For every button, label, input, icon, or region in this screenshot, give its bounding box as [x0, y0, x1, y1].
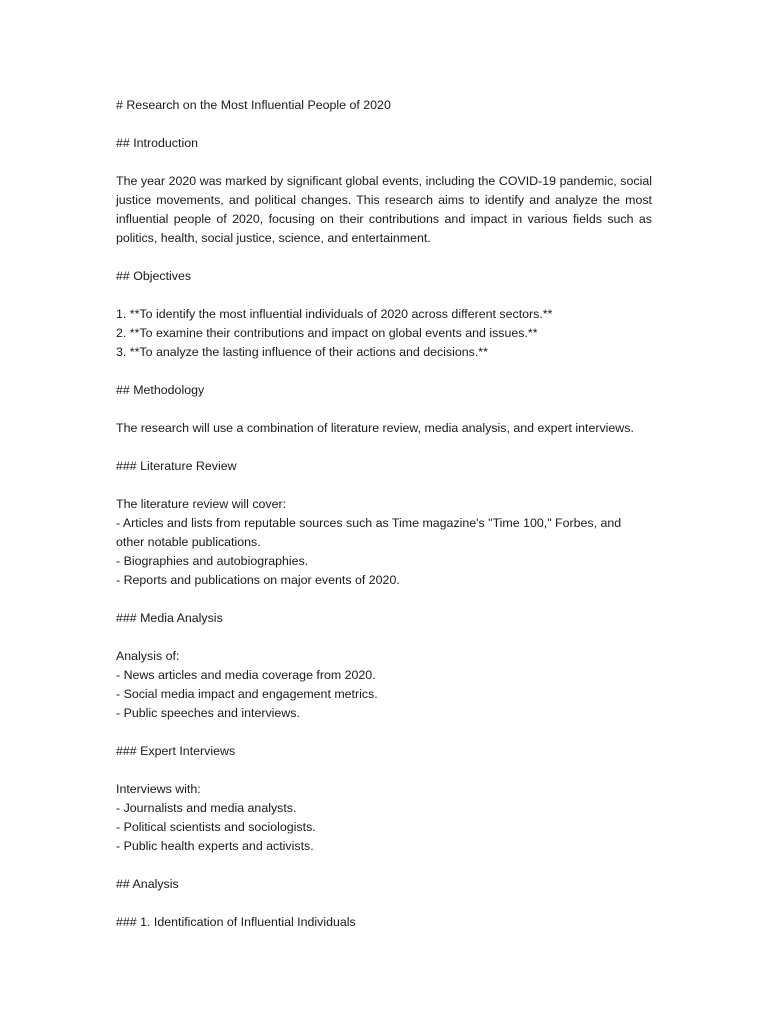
expert-interviews-item: - Political scientists and sociologists. [116, 820, 316, 834]
objective-item: 1. **To identify the most influential individuals of 2020 across different sectors.** [116, 307, 553, 321]
media-analysis-item: - Social media impact and engagement metrics. [116, 687, 378, 701]
spacer [116, 590, 652, 609]
media-analysis-item: - News articles and media coverage from 2020. [116, 668, 376, 682]
spacer [116, 115, 652, 134]
spacer [116, 153, 652, 172]
spacer [116, 894, 652, 913]
expert-interviews-intro: Interviews with: [116, 782, 201, 796]
methodology-paragraph: The research will use a combination of literature review, media analysis, and expert interviews. [116, 421, 634, 435]
spacer [116, 362, 652, 381]
expert-interviews-heading: ### Expert Interviews [116, 744, 236, 758]
spacer [116, 248, 652, 267]
spacer [116, 628, 652, 647]
literature-review-item: - Reports and publications on major events of 2020. [116, 573, 400, 587]
spacer [116, 723, 652, 742]
spacer [116, 286, 652, 305]
document-page [116, 96, 652, 932]
spacer [116, 476, 652, 495]
introduction-heading: ## Introduction [116, 136, 198, 150]
analysis-subheading: ### 1. Identification of Influential Individuals [116, 915, 356, 929]
expert-interviews-item: - Public health experts and activists. [116, 839, 314, 853]
expert-interviews-item: - Journalists and media analysts. [116, 801, 297, 815]
spacer [116, 400, 652, 419]
objectives-heading: ## Objectives [116, 269, 192, 283]
literature-review-item: - Biographies and autobiographies. [116, 554, 309, 568]
spacer [116, 761, 652, 780]
objective-item: 2. **To examine their contributions and impact on global events and issues.** [116, 326, 538, 340]
objective-item: 3. **To analyze the lasting influence of their actions and decisions.** [116, 345, 488, 359]
document-title: # Research on the Most Influential People of 2020 [116, 98, 391, 112]
media-analysis-heading: ### Media Analysis [116, 611, 223, 625]
methodology-heading: ## Methodology [116, 383, 205, 397]
media-analysis-intro: Analysis of: [116, 649, 180, 663]
spacer [116, 856, 652, 875]
literature-review-intro: The literature review will cover: [116, 497, 287, 511]
analysis-heading: ## Analysis [116, 877, 179, 891]
media-analysis-item: - Public speeches and interviews. [116, 706, 300, 720]
spacer [116, 438, 652, 457]
literature-review-heading: ### Literature Review [116, 459, 237, 473]
literature-review-item: - Articles and lists from reputable sources such as Time magazine's "Time 100," Forbes, and other notable publications. [116, 516, 622, 549]
introduction-paragraph: The year 2020 was marked by significant global events, including the COVID-19 pandemic, social justice movements, and political changes. This research aims to identify and analyze the most influential people of 2020, focusing on their contributions and impact in various fields such as politics, health, social justice, science, and entertainment. [116, 174, 652, 245]
